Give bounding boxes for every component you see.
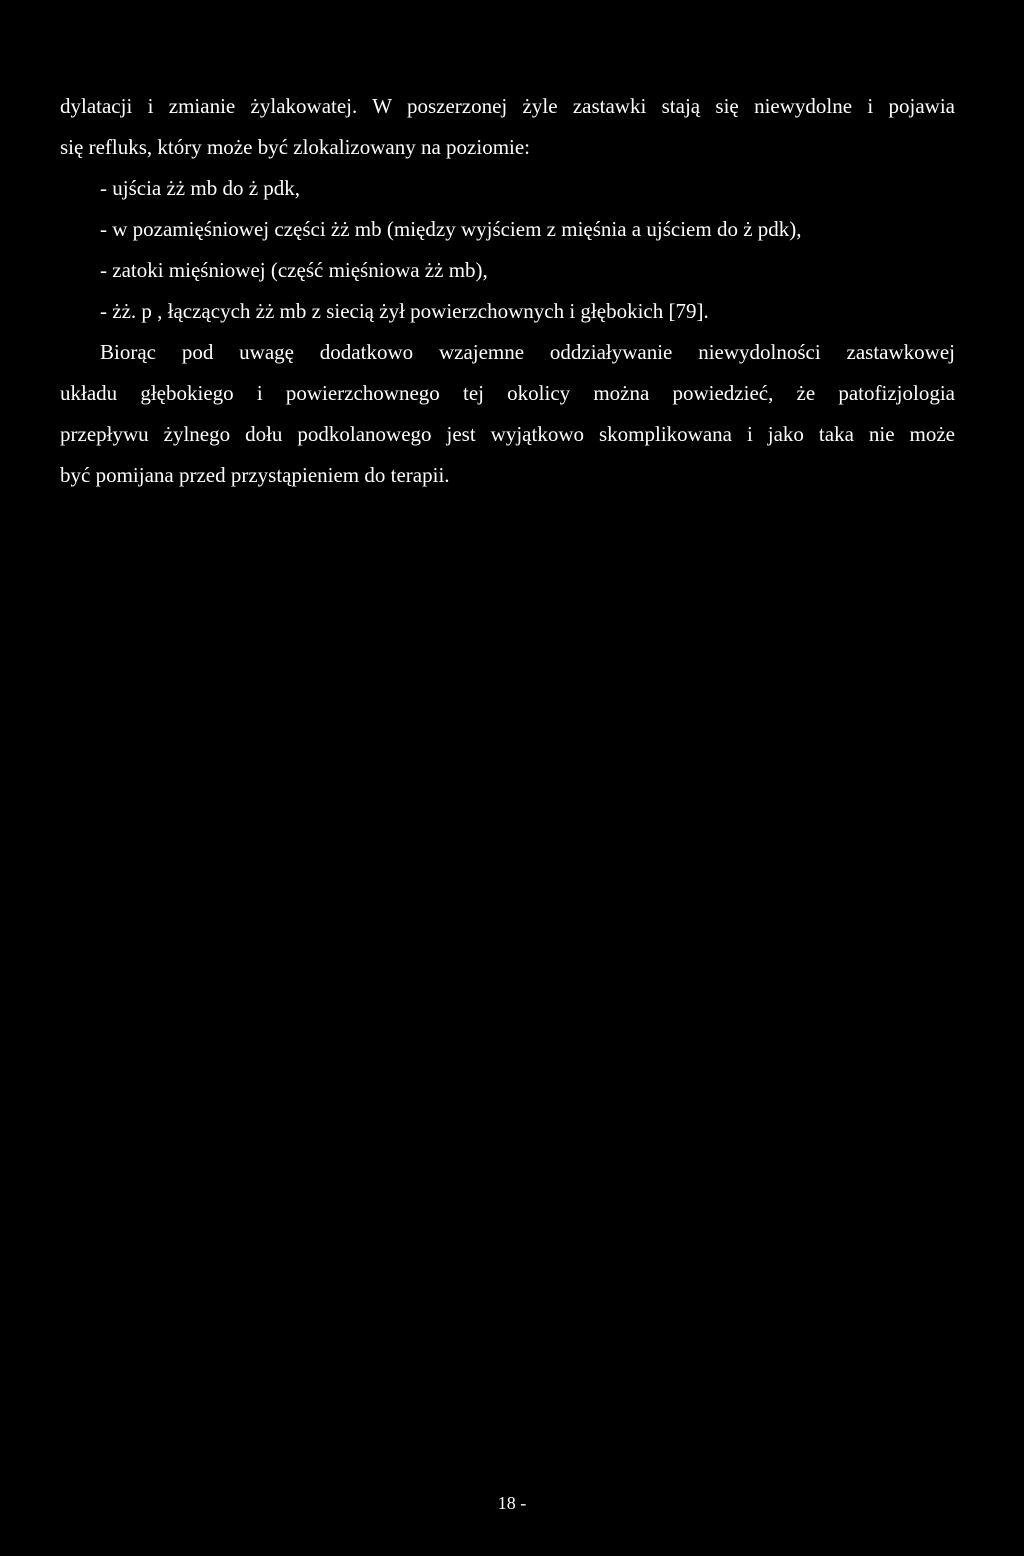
body-text bbox=[60, 86, 955, 496]
page-number: 18 - bbox=[497, 1493, 527, 1513]
list-item: - ujścia żż mb do ż pdk, bbox=[100, 176, 301, 200]
text-line: Biorąc pod uwagę dodatkowo wzajemne oddziaływanie niewydolności zastawkowej bbox=[100, 340, 955, 364]
list-item: - w pozamięśniowej części żż mb (między wyjściem z mięśnia a ujściem do ż pdk), bbox=[100, 217, 802, 241]
text-line: przepływu żylnego dołu podkolanowego jest wyjątkowo skomplikowana i jako taka nie może bbox=[60, 422, 955, 446]
text-line: dylatacji i zmianie żylakowatej. W poszerzonej żyle zastawki stają się niewydolne i pojawia bbox=[60, 94, 955, 118]
list-item: - zatoki mięśniowej (część mięśniowa żż mb), bbox=[100, 258, 488, 282]
text-line: być pomijana przed przystąpieniem do terapii. bbox=[60, 463, 450, 487]
text-line: się refluks, który może być zlokalizowany na poziomie: bbox=[60, 135, 531, 159]
list-item: - żż. p , łączących żż mb z siecią żył powierzchownych i głębokich [79]. bbox=[100, 299, 709, 323]
text-line: układu głębokiego i powierzchownego tej okolicy można powiedzieć, że patofizjologia bbox=[60, 381, 955, 405]
